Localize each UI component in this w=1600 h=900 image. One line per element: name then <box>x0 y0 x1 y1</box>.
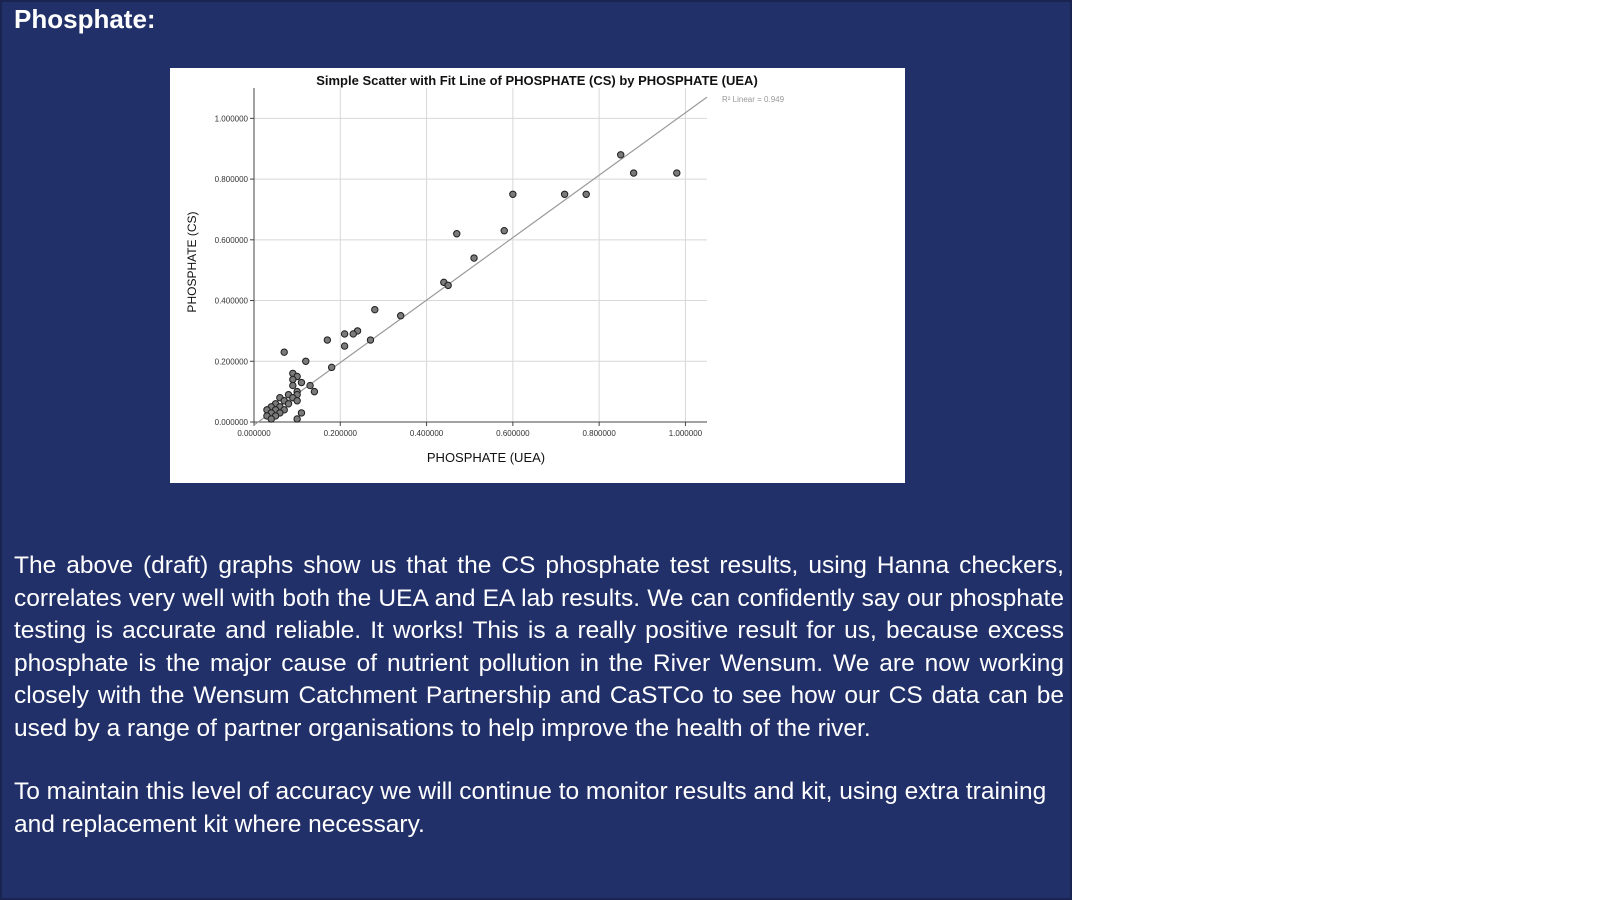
x-tick-label: 0.000000 <box>237 429 271 438</box>
data-point <box>445 282 451 288</box>
x-tick-label: 0.600000 <box>496 429 530 438</box>
fit-line-label: R² Linear = 0.949 <box>722 95 785 104</box>
scatter-chart <box>170 68 905 483</box>
x-tick-label: 0.200000 <box>323 429 357 438</box>
data-point <box>341 331 347 337</box>
y-tick-label: 0.400000 <box>214 296 248 306</box>
fit-line-layer <box>254 97 707 425</box>
scatter-chart-svg <box>170 68 905 483</box>
data-point <box>510 191 516 197</box>
data-point <box>341 343 347 349</box>
data-point <box>285 401 291 407</box>
data-point <box>311 388 317 394</box>
y-axis-label: PHOSPHATE (CS) <box>185 211 199 313</box>
x-axis-label: PHOSPHATE (UEA) <box>426 450 546 465</box>
y-tick-label: 0.000000 <box>214 418 248 427</box>
data-point <box>674 170 680 176</box>
slide-heading: Phosphate: <box>14 4 156 34</box>
body-text <box>14 550 1064 841</box>
data-points <box>264 152 680 423</box>
paragraph-next-steps: To maintain this level of accuracy we will continue to monitor results and kit, using extra training and replacement kit where necessary. <box>14 778 1047 838</box>
data-point <box>294 416 300 422</box>
data-point <box>298 379 304 385</box>
data-point <box>303 358 309 364</box>
data-point <box>454 231 460 237</box>
y-tick-label: 1.000000 <box>214 114 248 124</box>
paragraph-findings: The above (draft) graphs show us that the CS phosphate test results, using Hanna checkers, correlates very well with both the UEA and EA lab results. We can confidently say our phosphate testing is accurate and reliable. It works! This is a really positive result for us, because excess phosphate is the major cause of nutrient pollution in the River Wensum. We are now working closely with the Wensum Catchment Partnership and CaSTCo to see how our CS data can be used by a range of partner organisations to help improve the health of the river. <box>14 552 1064 742</box>
data-point <box>328 364 334 370</box>
data-point <box>372 306 378 312</box>
data-point <box>630 170 636 176</box>
data-point <box>268 416 274 422</box>
data-point <box>501 228 507 234</box>
data-point <box>307 382 313 388</box>
x-tick-label: 0.800000 <box>582 429 616 438</box>
chart-grid <box>254 88 707 422</box>
data-point <box>367 337 373 343</box>
data-point <box>298 410 304 416</box>
x-tick-label: 1.000000 <box>668 429 703 438</box>
data-point <box>324 337 330 343</box>
chart-title: Simple Scatter with Fit Line of PHOSPHATE (CS) by PHOSPHATE (UEA) <box>316 73 758 88</box>
data-point <box>290 382 296 388</box>
data-point <box>583 191 589 197</box>
data-point <box>561 191 567 197</box>
data-point <box>471 255 477 261</box>
data-point <box>294 398 300 404</box>
data-point <box>290 376 296 382</box>
data-point <box>397 313 403 319</box>
chart-axes <box>215 88 707 438</box>
data-point <box>281 349 287 355</box>
y-tick-label: 0.200000 <box>214 357 248 367</box>
data-point <box>618 152 624 158</box>
y-tick-label: 0.800000 <box>214 175 248 185</box>
x-tick-label: 0.400000 <box>409 429 444 438</box>
y-tick-label: 0.600000 <box>214 235 248 245</box>
fit-line <box>254 97 707 425</box>
data-point <box>350 331 356 337</box>
